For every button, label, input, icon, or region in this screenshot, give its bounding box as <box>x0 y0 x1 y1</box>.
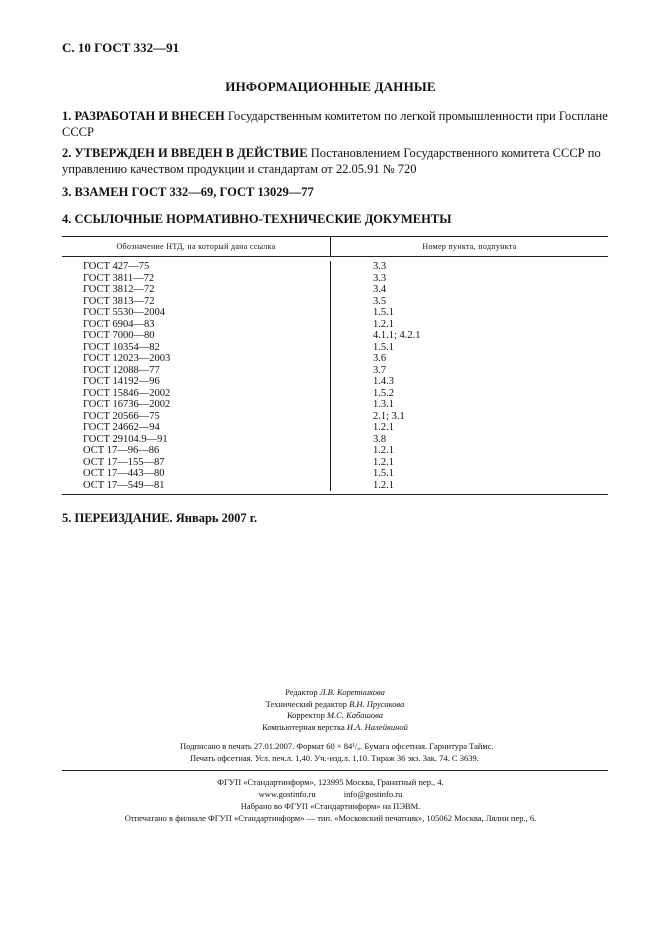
table-cell-clause: 1.2.1 <box>373 318 394 330</box>
table-cell-clause: 1.2.1 <box>373 456 394 468</box>
table-cell-document: ОСТ 17—155—87 <box>83 456 165 468</box>
table-cell-document: ГОСТ 12023—2003 <box>83 353 171 364</box>
colophon-layout <box>190 722 480 734</box>
table-cell-document: ГОСТ 12088—77 <box>83 364 160 376</box>
table-cell-clause: 4.1.1; 4.2.1 <box>373 330 421 341</box>
table-cell-clause: 1.2.1 <box>373 479 394 491</box>
proofreader-role: Корректор <box>286 710 327 720</box>
section-5 <box>62 510 608 526</box>
layout-name: И.А. Налейкиной <box>346 721 408 732</box>
table-body <box>62 257 608 494</box>
table-header-clause: Номер пункта, подпункта <box>422 242 517 251</box>
print-info <box>180 740 580 764</box>
editor-role: Редактор <box>285 687 320 697</box>
footer-typeset: Набрано во ФГУП «Стандартинформ» на ПЭВМ. <box>240 801 421 811</box>
table-cell-clause: 3.5 <box>373 295 387 307</box>
proofreader-name: М.С. Кабашова <box>326 710 384 720</box>
table-cell-document: ГОСТ 20566—75 <box>83 410 160 422</box>
table-cell-document: ГОСТ 15846—2002 <box>83 387 171 399</box>
table-cell-clause: 1.3.1 <box>373 399 394 410</box>
tech-editor-role: Технический редактор <box>265 698 350 709</box>
footer-printed: Отпечатано в филиале ФГУП «Стандартинформ» — тип. «Московский печатник», 105062 Москва, Лялин пер., 6. <box>124 813 537 823</box>
table-cell-document: ГОСТ 5530—2004 <box>83 307 166 318</box>
section-3 <box>62 184 608 200</box>
table-column-clause <box>331 261 608 491</box>
table-cell-document: ГОСТ 6904—83 <box>83 318 155 330</box>
editor-name: Л.В. Коретникова <box>319 687 385 697</box>
table-cell-clause: 3.4 <box>373 284 387 295</box>
layout-role: Компьютерная верстка <box>262 721 347 732</box>
table-cell-clause: 1.5.1 <box>373 341 394 353</box>
print-info-line-2: Печать офсетная. Усл. печ.л. 1,40. Уч.-изд.л. 1,10. Тираж 36 экз. Зак. 74. С 3639. <box>190 753 479 763</box>
table-cell-clause: 3.7 <box>373 364 387 376</box>
section-1 <box>62 108 608 140</box>
table-cell-document: ГОСТ 10354—82 <box>83 341 160 353</box>
table-cell-clause: 2.1; 3.1 <box>373 410 405 422</box>
table-cell-clause: 1.2.1 <box>373 445 394 456</box>
table-cell-document: ГОСТ 16736—2002 <box>83 399 171 410</box>
colophon <box>190 687 480 733</box>
table-cell-clause: 1.2.1 <box>373 422 394 433</box>
footer-address: ФГУП «Стандартинформ», 123995 Москва, Гранатный пер., 4. <box>217 777 444 787</box>
table-column-document <box>62 261 331 491</box>
table-cell-clause: 3.3 <box>373 261 387 272</box>
table-cell-clause: 3.6 <box>373 353 387 364</box>
section-3-heading: 3. ВЗАМЕН ГОСТ 332—69, ГОСТ 13029—77 <box>62 185 314 199</box>
table-cell-document: ОСТ 17—443—80 <box>83 468 165 479</box>
reference-table <box>62 236 608 495</box>
section-2-text: Постановлением Государственного комитета СССР по управлению качеством продукции и стандартам от 22.05.91 № 720 <box>62 146 601 176</box>
table-cell-clause: 1.5.2 <box>373 387 394 399</box>
table-cell-document: ГОСТ 3811—72 <box>83 272 155 284</box>
table-cell-document: ОСТ 17—96—86 <box>83 445 160 456</box>
footer-divider <box>62 770 608 771</box>
footer-website: www.gostinfo.ru <box>258 789 316 799</box>
section-2-heading: 2. УТВЕРЖДЕН И ВВЕДЕН В ДЕЙСТВИЕ <box>62 146 308 160</box>
print-info-line-1: Подписано в печать 27.01.2007. Формат 60 × 84¹/₈. Бумага офсетная. Гарнитура Таймс. <box>180 741 494 751</box>
publisher-footer <box>0 776 661 824</box>
tech-editor-name: В.Н. Прусакова <box>349 698 405 709</box>
table-cell-document: ГОСТ 3812—72 <box>83 284 155 295</box>
table-cell-document: ГОСТ 29104.9—91 <box>83 433 168 445</box>
section-1-heading: 1. РАЗРАБОТАН И ВНЕСЕН <box>62 109 225 123</box>
table-cell-clause: 1.5.1 <box>373 468 394 479</box>
table-cell-clause: 1.4.3 <box>373 376 394 387</box>
table-cell-document: ОСТ 17—549—81 <box>83 479 165 491</box>
footer-contacts <box>0 788 661 800</box>
footer-email: info@gostinfo.ru <box>343 789 403 799</box>
colophon-editor <box>190 687 480 699</box>
section-2 <box>62 145 608 177</box>
section-5-heading: 5. ПЕРЕИЗДАНИЕ. Январь 2007 г. <box>62 511 258 525</box>
table-cell-document: ГОСТ 3813—72 <box>83 295 155 307</box>
table-cell-document: ГОСТ 427—75 <box>83 261 150 272</box>
section-4-heading: 4. ССЫЛОЧНЫЕ НОРМАТИВНО-ТЕХНИЧЕСКИЕ ДОКУМЕНТЫ <box>62 212 452 226</box>
table-header <box>62 237 608 257</box>
table-header-document: Обозначение НТД, на который дана ссылка <box>62 237 331 256</box>
page-title: ИНФОРМАЦИОННЫЕ ДАННЫЕ <box>225 79 436 94</box>
colophon-tech-editor <box>190 699 480 711</box>
table-cell-document: ГОСТ 24662—94 <box>83 422 160 433</box>
table-cell-document: ГОСТ 7000—80 <box>83 330 155 341</box>
section-4 <box>62 211 608 227</box>
page-header: С. 10 ГОСТ 332—91 <box>62 40 180 55</box>
colophon-proofreader <box>190 710 480 722</box>
table-cell-clause: 1.5.1 <box>373 307 394 318</box>
table-cell-clause: 3.3 <box>373 272 387 284</box>
table-cell-clause: 3.8 <box>373 433 387 445</box>
table-cell-document: ГОСТ 14192—96 <box>83 376 160 387</box>
section-1-text: Государственным комитетом по легкой промышленности при Госплане СССР <box>62 109 608 139</box>
